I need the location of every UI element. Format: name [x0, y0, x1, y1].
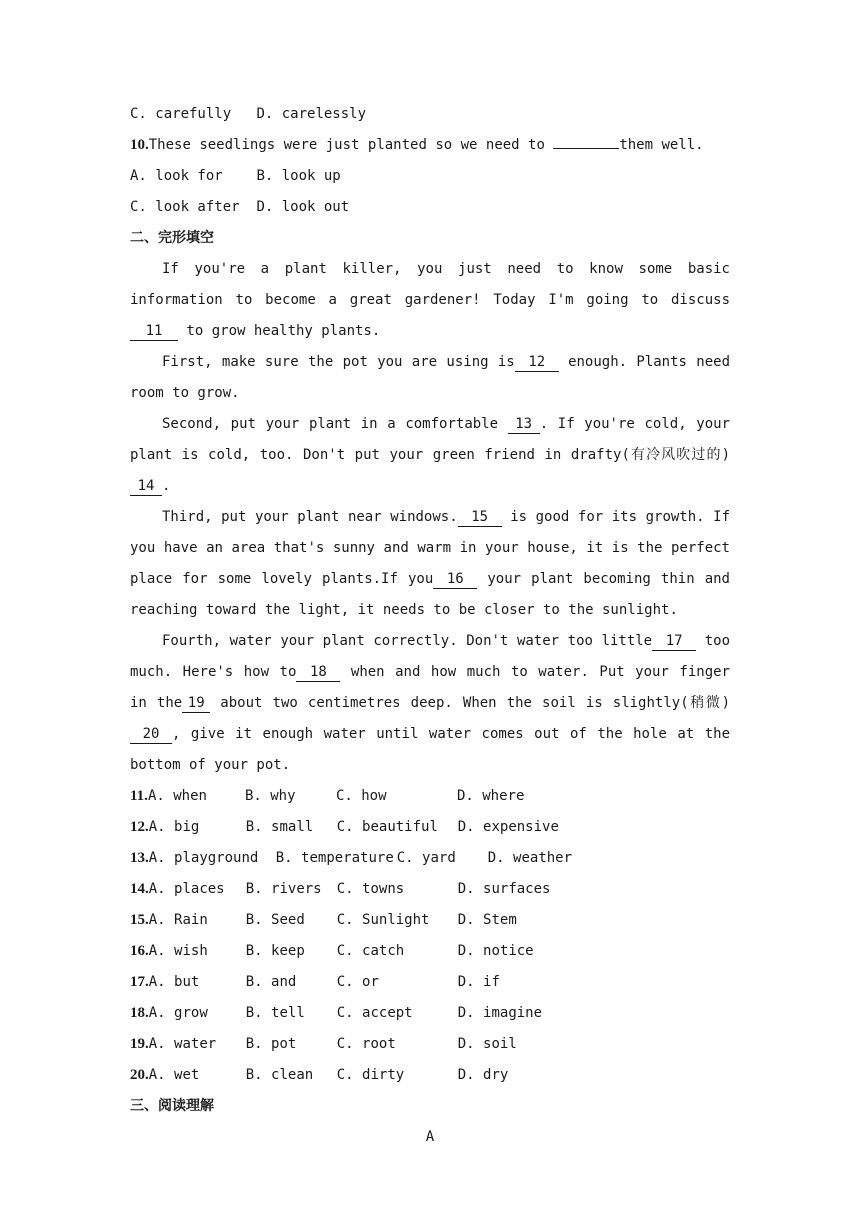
- p3-text-a: Second, put your plant in a comfortable: [162, 416, 508, 432]
- question-number: 19.: [130, 1036, 149, 1052]
- question-number: 12.: [130, 819, 149, 835]
- p4-text-b: is good for its growth. If you have an area that's sunny and warm in your house, it is the perfect place for some lovely plants.If you: [130, 509, 730, 587]
- q10-options-ab: [130, 161, 730, 192]
- blank-18: 18: [296, 664, 340, 682]
- option-a: A. playground: [148, 850, 259, 866]
- blank-12: 12: [515, 354, 559, 372]
- p5-text-b: too much. Here's how to: [130, 633, 730, 680]
- option-c: C. towns: [336, 881, 405, 897]
- q10-option-a: A. look for: [130, 168, 223, 184]
- section3-title: 三、阅读理解: [130, 1098, 214, 1114]
- option-d: D. surfaces: [457, 881, 551, 897]
- question-13: [130, 843, 730, 874]
- option-a: A. Rain: [148, 912, 208, 928]
- question-15: [130, 905, 730, 936]
- option-a: A. wet: [148, 1067, 200, 1083]
- option-a: A. but: [148, 974, 200, 990]
- option-b: B. why: [244, 788, 296, 804]
- question-number: 13.: [130, 850, 149, 866]
- option-b: B. clean: [245, 1067, 314, 1083]
- q10-option-d: D. look out: [256, 199, 350, 215]
- q10-options-cd: [130, 192, 730, 223]
- p3-text-b: . If you're cold, your plant is cold, too. Don't put your green friend in drafty(有冷风吹过的): [130, 416, 730, 463]
- option-c: C. yard: [396, 850, 456, 866]
- question-number: 15.: [130, 912, 149, 928]
- option-c: C. or: [336, 974, 379, 990]
- q10-text-before: These seedlings were just planted so we need to: [148, 137, 554, 153]
- question-18: [130, 998, 730, 1029]
- option-c: C. how: [335, 788, 387, 804]
- passage-paragraph-4: [130, 502, 730, 626]
- question-number: 14.: [130, 881, 149, 897]
- question-number: 17.: [130, 974, 149, 990]
- passage-paragraph-1: [130, 254, 730, 347]
- option-c: C. dirty: [336, 1067, 405, 1083]
- q9-option-d: D. carelessly: [256, 106, 367, 122]
- p1-text-a: If you're a plant killer, you just need to know some basic information to become a great gardener! Today I'm going to discuss: [130, 261, 730, 308]
- option-b: B. Seed: [245, 912, 305, 928]
- option-d: D. where: [456, 788, 525, 804]
- option-a: A. water: [148, 1036, 217, 1052]
- q10-stem: [130, 130, 730, 161]
- option-d: D. weather: [487, 850, 573, 866]
- p4-text-a: Third, put your plant near windows.: [162, 509, 458, 525]
- q10-option-c: C. look after: [130, 199, 240, 215]
- passage-paragraph-3: [130, 409, 730, 502]
- q9-option-c: C. carefully: [130, 106, 232, 122]
- option-c: C. beautiful: [336, 819, 438, 835]
- question-20: [130, 1060, 730, 1091]
- question-14: [130, 874, 730, 905]
- p5-text-a: Fourth, water your plant correctly. Don't water too little: [162, 633, 653, 649]
- q9-options-cd: [130, 99, 730, 130]
- option-b: B. tell: [245, 1005, 305, 1021]
- question-16: [130, 936, 730, 967]
- option-a: A. when: [147, 788, 207, 804]
- blank-14: 14: [130, 478, 162, 496]
- option-b: B. temperature: [275, 850, 394, 866]
- q10-number: 10.: [130, 137, 149, 153]
- blank-11: 11: [130, 323, 178, 341]
- option-b: B. and: [245, 974, 297, 990]
- p5-text-d: about two centimetres deep. When the soil is slightly(稍微): [210, 695, 731, 711]
- option-c: C. catch: [336, 943, 405, 959]
- option-d: D. Stem: [457, 912, 517, 928]
- question-19: [130, 1029, 730, 1060]
- section2-title: 二、完形填空: [130, 230, 214, 246]
- option-a: A. grow: [148, 1005, 208, 1021]
- question-17: [130, 967, 730, 998]
- question-list: [130, 781, 730, 1091]
- option-c: C. Sunlight: [336, 912, 430, 928]
- p1-text-b: to grow healthy plants.: [178, 323, 381, 339]
- question-12: [130, 812, 730, 843]
- question-number: 16.: [130, 943, 149, 959]
- option-d: D. if: [457, 974, 500, 990]
- p2-text-b: enough. Plants need room to grow.: [130, 354, 731, 401]
- option-d: D. expensive: [457, 819, 559, 835]
- p3-text-c: .: [162, 478, 171, 494]
- option-b: B. keep: [245, 943, 305, 959]
- p5-text-c: when and how much to water. Put your finger in the: [130, 664, 730, 711]
- option-a: A. big: [148, 819, 200, 835]
- p5-text-e: , give it enough water until water comes out of the hole at the bottom of your pot.: [130, 726, 730, 773]
- blank-20: 20: [130, 726, 172, 744]
- question-number: 18.: [130, 1005, 149, 1021]
- q10-option-b: B. look up: [256, 168, 341, 184]
- option-d: D. notice: [457, 943, 534, 959]
- blank-16: 16: [433, 571, 477, 589]
- blank-13: 13: [508, 416, 540, 434]
- p4-text-c: your plant becoming thin and reaching toward the light, it needs to be closer to the sunlight.: [130, 571, 730, 618]
- blank-15: 15: [458, 509, 502, 527]
- option-d: D. dry: [457, 1067, 509, 1083]
- option-d: D. imagine: [457, 1005, 543, 1021]
- section3-subheading: A: [425, 1129, 435, 1145]
- passage-paragraph-5: [130, 626, 730, 781]
- q10-blank: [553, 148, 619, 149]
- blank-19: 19: [182, 695, 210, 713]
- option-b: B. small: [245, 819, 314, 835]
- option-c: C. root: [336, 1036, 396, 1052]
- option-a: A. places: [148, 881, 225, 897]
- p2-text-a: First, make sure the pot you are using is: [162, 354, 515, 370]
- document-page: [130, 99, 730, 1153]
- option-b: B. pot: [245, 1036, 297, 1052]
- passage-paragraph-2: [130, 347, 730, 409]
- option-a: A. wish: [148, 943, 208, 959]
- option-d: D. soil: [457, 1036, 517, 1052]
- q10-text-after: them well.: [619, 137, 704, 153]
- option-c: C. accept: [336, 1005, 413, 1021]
- question-number: 11.: [130, 788, 148, 804]
- question-number: 20.: [130, 1067, 149, 1083]
- blank-17: 17: [652, 633, 696, 651]
- question-11: [130, 781, 730, 812]
- option-b: B. rivers: [245, 881, 322, 897]
